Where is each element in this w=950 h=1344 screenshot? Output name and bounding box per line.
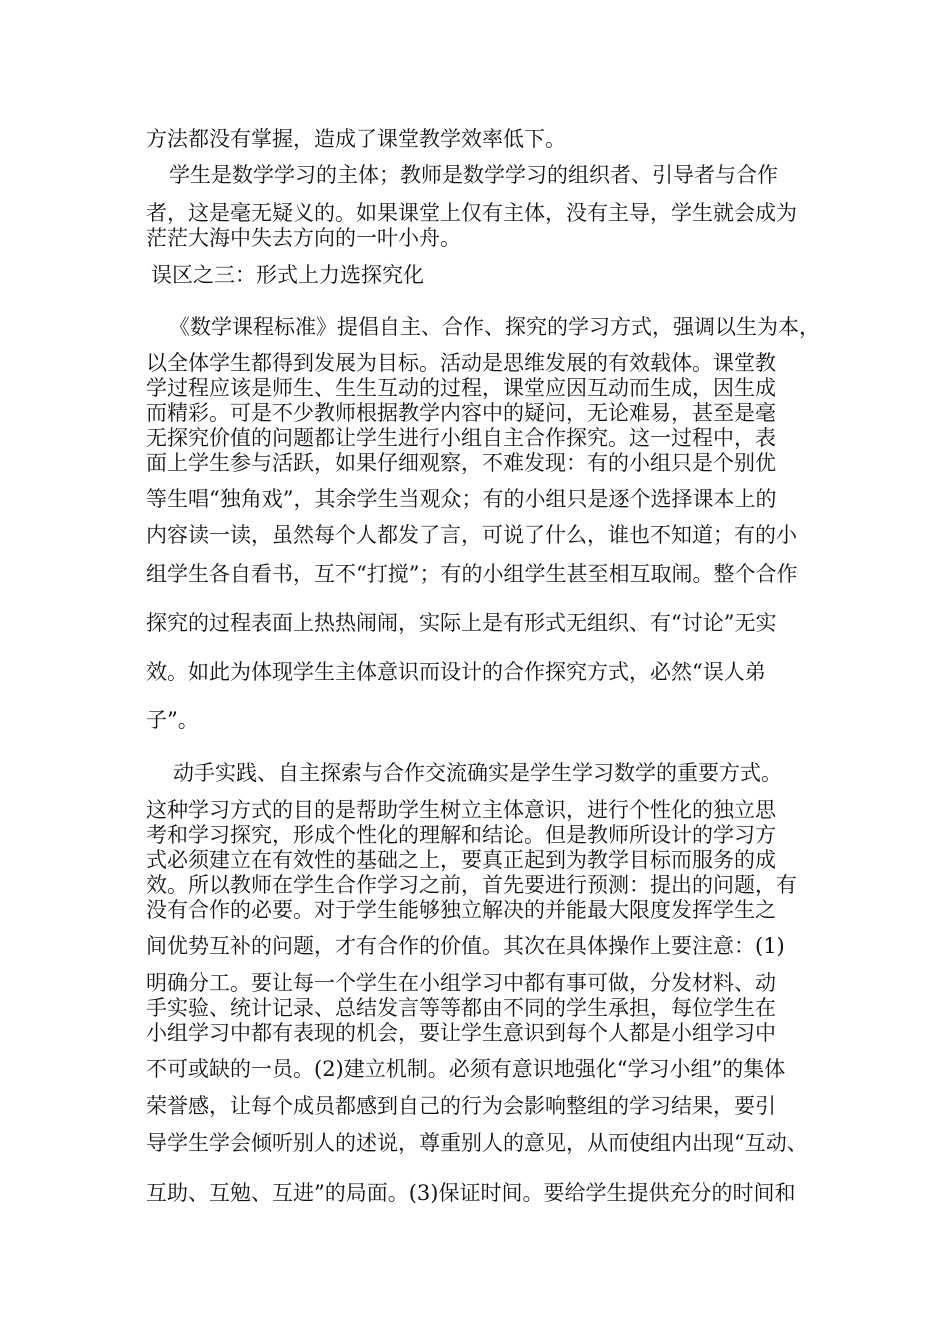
text-line: 学生是数学学习的主体；教师是数学学习的组织者、引导者与合作 bbox=[169, 163, 778, 187]
text-line: 小组学习中都有表现的机会，要让学生意识到每个人都是小组学习中 bbox=[146, 1021, 776, 1045]
text-line: 动手实践、自主探索与合作交流确实是学生学习数学的重要方式。 bbox=[173, 761, 782, 785]
text-line: 等生唱“独角戏”，其余学生当观众；有的小组只是逐个选择课本上的 bbox=[146, 487, 777, 511]
section-heading: 误区之三：形式上力选探究化 bbox=[151, 263, 424, 287]
text-line: 效。所以教师在学生合作学习之前，首先要进行预测：提出的问题，有 bbox=[146, 873, 797, 897]
text-line: 明确分工。要让每一个学生在小组学习中都有事可做，分发材料、动 bbox=[146, 971, 776, 995]
text-line: 者，这是毫无疑义的。如果课堂上仅有主体，没有主导，学生就会成为 bbox=[146, 201, 797, 225]
text-line: 组学生各自看书，互不“打搅”；有的小组学生甚至相互取闹。整个合作 bbox=[146, 562, 798, 586]
text-line: 子”。 bbox=[146, 708, 199, 732]
text-line: 这种学习方式的目的是帮助学生树立主体意识，进行个性化的独立思 bbox=[146, 798, 776, 822]
text-line: 间优势互补的问题，才有合作的价值。其次在具体操作上要注意：(1) bbox=[146, 934, 785, 958]
text-line: 茫茫大海中失去方向的一叶小舟。 bbox=[146, 226, 461, 250]
text-line: 《数学课程标准》提倡自主、合作、探究的学习方式，强调以生为本， bbox=[169, 315, 820, 339]
text-line: 面上学生参与活跃，如果仔细观察，不难发现：有的小组只是个别优 bbox=[146, 451, 776, 475]
text-line: 而精彩。可是不少教师根据教学内容中的疑问，无论难易，甚至是毫 bbox=[146, 401, 776, 425]
text-line: 学过程应该是师生、生生互动的过程，课堂应因互动而生成，因生成 bbox=[146, 376, 776, 400]
text-line: 导学生学会倾听别人的述说，尊重别人的意见，从而使组内出现“互动、 bbox=[146, 1131, 808, 1155]
text-line: 没有合作的必要。对于学生能够独立解决的并能最大限度发挥学生之 bbox=[146, 898, 776, 922]
text-line: 内容读一读，虽然每个人都发了言，可说了什么，谁也不知道；有的小 bbox=[146, 523, 797, 547]
text-line: 探究的过程表面上热热闹闹，实际上是有形式无组织、有“讨论”无实 bbox=[146, 611, 777, 635]
text-line: 方法都没有掌握，造成了课堂教学效率低下。 bbox=[146, 127, 566, 151]
text-line: 不可或缺的一员。(2)建立机制。必须有意识地强化“学习小组”的集体 bbox=[146, 1057, 786, 1081]
text-line: 以全体学生都得到发展为目标。活动是思维发展的有效载体。课堂教 bbox=[146, 351, 776, 375]
text-line: 式必须建立在有效性的基础之上，要真正起到为教学目标而服务的成 bbox=[146, 848, 776, 872]
text-line: 互助、互勉、互进”的局面。(3)保证时间。要给学生提供充分的时间和 bbox=[146, 1181, 796, 1205]
text-line: 无探究价值的问题都让学生进行小组自主合作探究。这一过程中，表 bbox=[146, 426, 776, 450]
text-line: 手实验、统计记录、总结发言等等都由不同的学生承担，每位学生在 bbox=[146, 996, 776, 1020]
text-line: 考和学习探究，形成个性化的理解和结论。但是教师所设计的学习方 bbox=[146, 823, 776, 847]
text-line: 荣誉感，让每个成员都感到自己的行为会影响整组的学习结果，要引 bbox=[146, 1094, 776, 1118]
text-line: 效。如此为体现学生主体意识而设计的合作探究方式，必然“误人弟 bbox=[146, 660, 766, 684]
